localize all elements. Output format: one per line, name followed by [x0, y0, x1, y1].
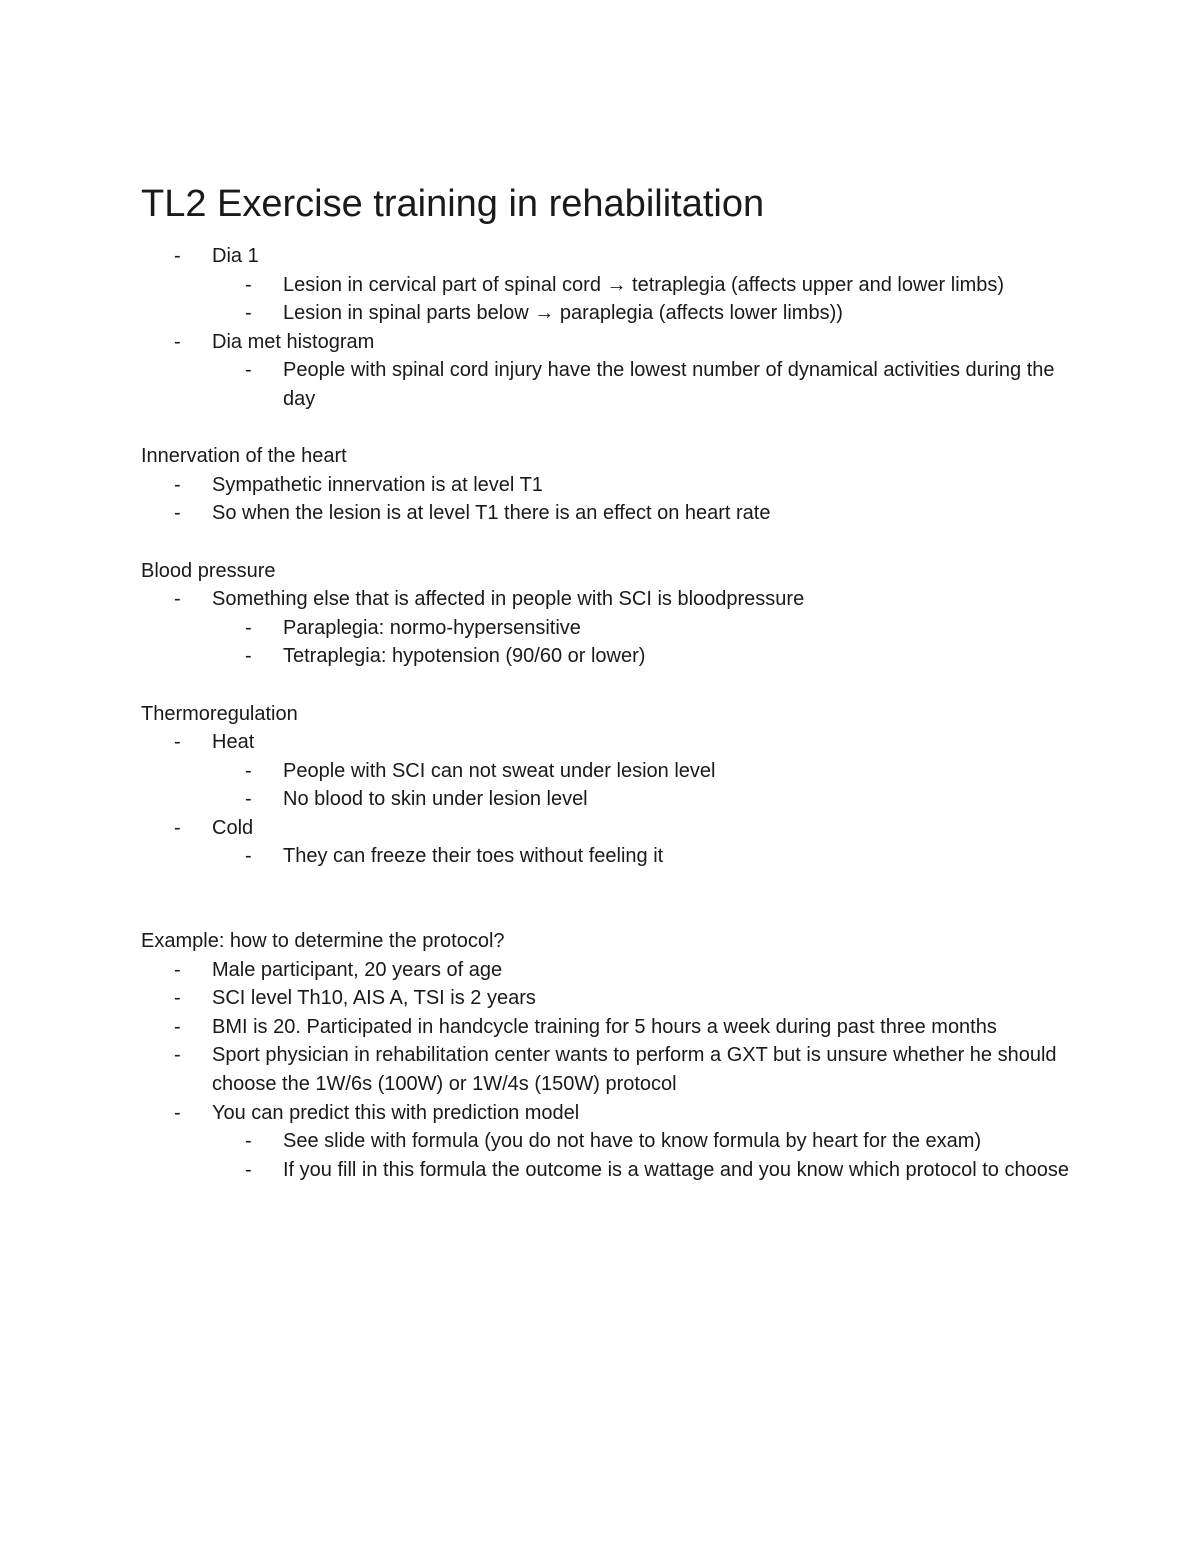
sub-list	[212, 842, 1081, 871]
sub-list-item	[212, 299, 1081, 328]
sub-list	[212, 356, 1081, 413]
list-item	[141, 728, 1081, 814]
bullet-dash: -	[174, 987, 181, 1010]
sub-list-item-text: They can freeze their toes without feeling it	[283, 845, 664, 868]
sub-list-item	[212, 785, 1081, 814]
sub-list	[212, 271, 1081, 328]
section-heading-example: Example: how to determine the protocol?	[141, 930, 505, 953]
list-item	[141, 499, 1081, 528]
bullet-dash: -	[174, 473, 181, 496]
page-title: TL2 Exercise training in rehabilitation	[141, 183, 765, 225]
list-item-text: You can predict this with prediction model	[212, 1101, 580, 1124]
sub-list-item	[212, 642, 1081, 671]
bullet-dash: -	[245, 302, 252, 325]
bullet-dash: -	[245, 759, 252, 782]
bullet-dash: -	[245, 645, 252, 668]
list-item-text: Male participant, 20 years of age	[212, 958, 503, 981]
list-item-text: Sympathetic innervation is at level T1	[212, 473, 543, 496]
bullet-dash: -	[174, 1044, 181, 1067]
sub-list-item-text: No blood to skin under lesion level	[283, 788, 588, 811]
bullet-dash: -	[174, 1101, 181, 1124]
list-item-text: Dia met histogram	[212, 330, 375, 353]
sub-list-item	[212, 1156, 1081, 1185]
list-item	[141, 471, 1081, 500]
example-list	[141, 956, 1081, 1185]
bullet-dash: -	[174, 731, 181, 754]
list-item	[141, 1041, 1081, 1098]
bullet-dash: -	[245, 1158, 252, 1181]
sub-list-item-text: Tetraplegia: hypotension (90/60 or lower)	[283, 645, 646, 668]
section-heading-blood-pressure: Blood pressure	[141, 559, 276, 582]
bullet-dash: -	[174, 330, 181, 353]
list-item	[141, 814, 1081, 871]
blood-pressure-list	[141, 585, 1081, 671]
list-item-text: Something else that is affected in people with SCI is bloodpressure	[212, 588, 805, 611]
sub-list-item-text: People with spinal cord injury have the lowest number of dynamical activities during the day	[283, 359, 1055, 410]
bullet-dash: -	[245, 1130, 252, 1153]
bullet-dash: -	[174, 588, 181, 611]
bullet-dash: -	[174, 958, 181, 981]
sub-list	[212, 614, 1081, 671]
sub-list-item	[212, 356, 1081, 413]
bullet-dash: -	[245, 616, 252, 639]
bullet-dash: -	[245, 845, 252, 868]
list-item	[141, 328, 1081, 414]
sub-list-item	[212, 271, 1081, 300]
list-item	[141, 242, 1081, 328]
list-item	[141, 585, 1081, 671]
sub-list-item-text: If you fill in this formula the outcome is a wattage and you know which protocol to choose	[283, 1158, 1069, 1181]
sub-list-item-text: Lesion in spinal parts below → paraplegia (affects lower limbs))	[283, 302, 843, 325]
sub-list-item	[212, 614, 1081, 643]
bullet-dash: -	[174, 816, 181, 839]
sub-list-item-text: Lesion in cervical part of spinal cord → tetraplegia (affects upper and lower limbs)	[283, 273, 1005, 296]
document-body	[141, 242, 1081, 1184]
sub-list	[212, 757, 1081, 814]
list-item	[141, 956, 1081, 985]
bullet-dash: -	[174, 502, 181, 525]
list-item-text: BMI is 20. Participated in handcycle training for 5 hours a week during past three months	[212, 1015, 997, 1038]
thermoregulation-list	[141, 728, 1081, 871]
list-item-text: Cold	[212, 816, 254, 839]
sub-list-item	[212, 757, 1081, 786]
list-item-text: Dia 1	[212, 245, 259, 267]
sub-list	[212, 1127, 1081, 1184]
list-item-text: Heat	[212, 731, 255, 754]
sub-list-item	[212, 1127, 1081, 1156]
bullet-dash: -	[245, 359, 252, 382]
list-item	[141, 984, 1081, 1013]
section-heading-thermoregulation: Thermoregulation	[141, 702, 298, 725]
list-item	[141, 1013, 1081, 1042]
section-heading-heart: Innervation of the heart	[141, 445, 347, 468]
sub-list-item-text: See slide with formula (you do not have to know formula by heart for the exam)	[283, 1130, 982, 1153]
list-item-text: SCI level Th10, AIS A, TSI is 2 years	[212, 987, 536, 1010]
bullet-dash: -	[174, 245, 181, 267]
sub-list-item-text: People with SCI can not sweat under lesion level	[283, 759, 716, 782]
bullet-dash: -	[245, 788, 252, 811]
intro-list	[141, 242, 1081, 414]
bullet-dash: -	[174, 1015, 181, 1038]
bullet-dash: -	[245, 273, 252, 296]
list-item	[141, 1099, 1081, 1185]
list-item-text: So when the lesion is at level T1 there is an effect on heart rate	[212, 502, 771, 525]
heart-list	[141, 471, 1081, 528]
sub-list-item-text: Paraplegia: normo-hypersensitive	[283, 616, 581, 639]
list-item-text: Sport physician in rehabilitation center wants to perform a GXT but is unsure whether he should choose the 1W/6s (100W) or 1W/4s (150W) protocol	[212, 1044, 1057, 1096]
sub-list-item	[212, 842, 1081, 871]
